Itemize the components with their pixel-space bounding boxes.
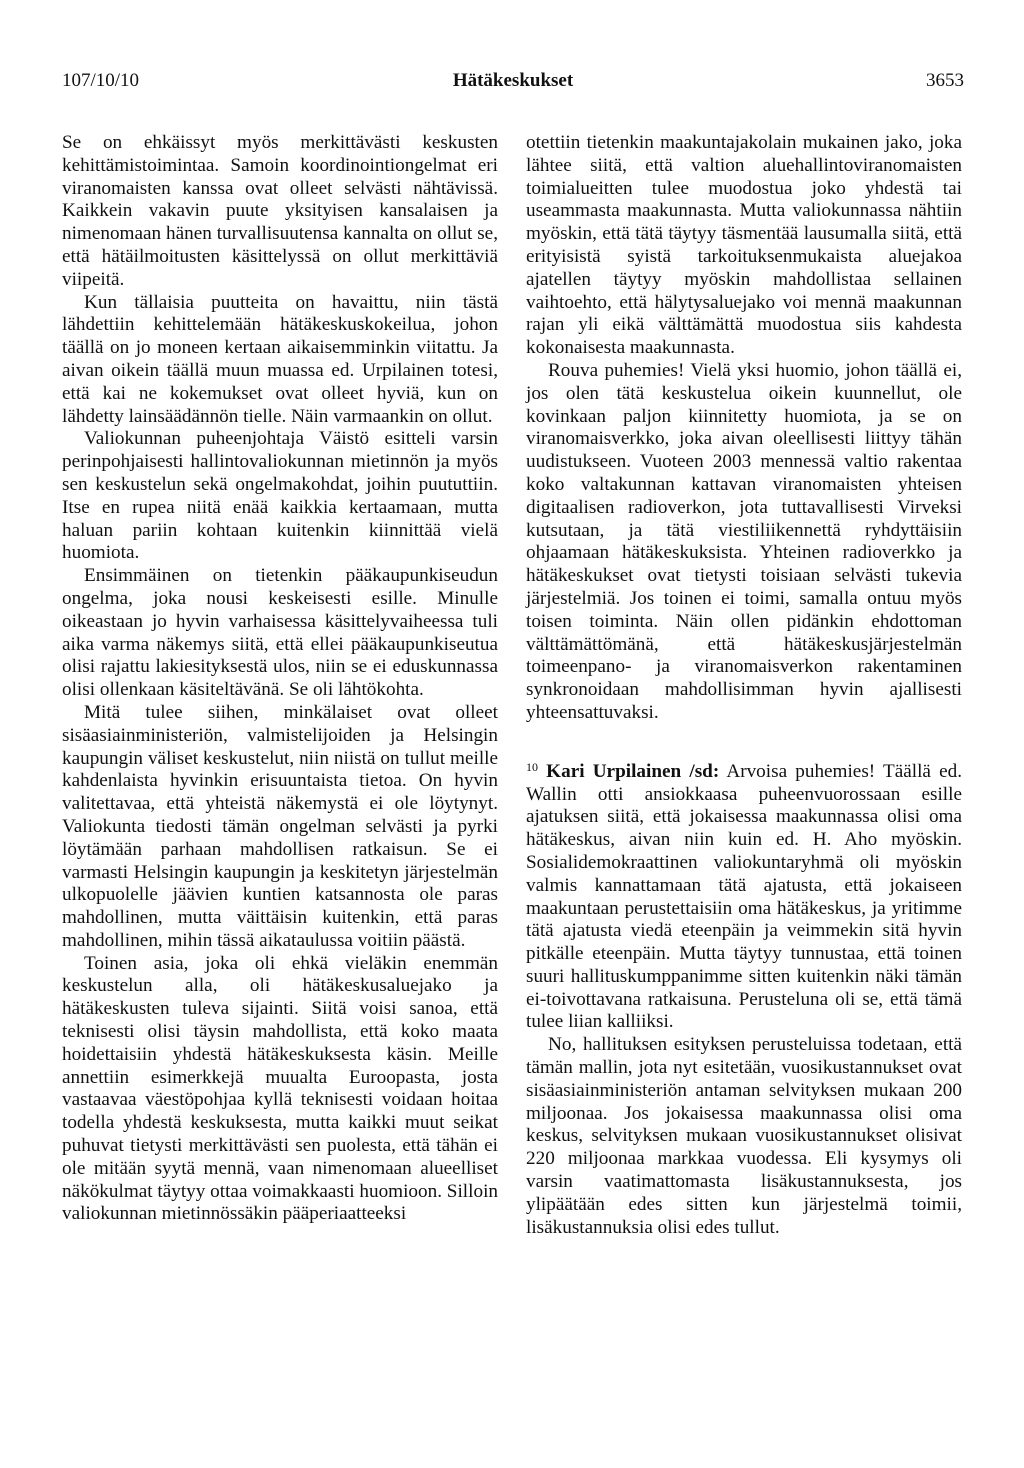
page-number: 3653 (926, 70, 964, 91)
paragraph: Mitä tulee siihen, minkälaiset ovat olleet sisäasiainministeriön, valmistelijoiden ja Helsingin kaupungin väliset keskustelut, niin niistä on tullut meille kahdenlaista hyvinkin erisuuntaista tietoa. On hyvin valitettavaa, että yhteistä näkemystä ei ole löytynyt. Valiokunta tiedosti tämän ongelman selvästi ja pyrki löytämään parhaan mahdollisen ratkaisun. Se ei varmasti Helsingin kaupungin ja keskitetyn järjestelmän ulkopuolelle jäävien kuntien katsannosta ole paras mahdollinen, mutta väittäisin kuitenkin, että paras mahdollinen, mihin tässä aikataulussa voitiin päästä. (62, 701, 498, 951)
speech-text: Arvoisa puhemies! Täällä ed. Wallin otti ansiokkaasa puheenvuorossaan esille ajatuksen siitä, että jokaisessa maakunnassa olisi oma hätäkeskus, aivan niin kuin ed. H. Aho myöskin. Sosialidemokraattinen valiokuntaryhmä oli myöskin valmis kannattamaan tätä ajatusta, että jokaiseen maakuntaan perustettaisiin oma hätäkeskus, ja yritimme tätä ajatusta viedä eteenpäin ja veimmekin sitä hyvin pitkälle eteenpäin. Mutta täytyy tunnustaa, että toinen suuri hallituskumppanimme sitten kuitenkin näki tämän ei-toivottavana ratkaisuna. Perusteluna oli se, että tämä tulee liian kalliiksi. (526, 760, 963, 1033)
running-title: Hätäkeskukset (452, 70, 574, 91)
paragraph: Toinen asia, joka oli ehkä vieläkin enemmän keskustelun alla, oli hätäkeskusaluejako ja hätäkeskusten tuleva sijainti. Siitä voisi sanoa, että teknisesti olisi täysin mahdollista, että koko maata hoidettaisiin yhdestä hätäkeskuksesta käsin. Meille annettiin esimerkkejä muualta Euroopasta, josta vastaavaa väestöpohjaa kyllä teknisesti voidaan hoitaa todella yhdestä keskuksesta, mutta kaikki muut seikat puhuvat tietysti merkittävästi sen puolesta, että tähän ei ole mitään syytä mennä, vaan nimenomaan alueelliset näkökulmat täytyy ottaa voimakkaasti huomioon. Silloin valiokunnan mietinnössäkin pääperiaatteeksi (62, 952, 498, 1225)
paragraph: otettiin tietenkin maakuntajakolain mukainen jako, joka lähtee siitä, että valtion aluehallintoviranomaisten toimialueitten tulee muodostua joko yhdestä tai useammasta maakunnasta. Mutta valiokunnassa nähtiin myöskin, että tätä täytyy täsmentää lausumalla siitä, että erityisistä syistä tarkoituksenmukaista aluejakoa ajatellen täytyy myöskin mahdollistaa sellainen vaihtoehto, että hälytysaluejako voi mennä maakunnan rajan yli eikä välttämättä muodostua siis kahdesta kokonaisesta maakunnasta. (526, 132, 962, 359)
right-column (526, 132, 962, 1239)
speaker-name: Kari Urpilainen /sd: (546, 760, 720, 782)
speech-opening (526, 761, 962, 1035)
speech-marker: 10 (526, 759, 538, 774)
paragraph: Valiokunnan puheenjohtaja Väistö esitteli varsin perinpohjaisesti hallintovaliokunnan mietinnön ja myös sen keskustelun sekä ongelmakohdat, joihin puututtiin. Itse en rupea niitä enää kaikkia kertaamaan, mutta haluan pariin kohtaan kuitenkin kiinnittää vielä huomiota. (62, 428, 498, 564)
document-reference: 107/10/10 (62, 70, 140, 91)
paragraph: No, hallituksen esityksen perusteluissa todetaan, että tämän mallin, jota nyt esitetään, vuosikustannukset ovat sisäasiainministeriön antaman selvityksen mukaan 200 miljoonaa. Jos jokaisessa maakunnassa olisi oma keskus, selvityksen mukaan vuosikustannukset olisivat 220 miljoonaa markkaa vuodessa. Eli kysymys oli varsin vaatimattomasta lisäkustannuksesta, jos ylipäätään edes sitten kun järjestelmä toimii, lisäkustannuksia olisi edes tullut. (526, 1034, 962, 1238)
paragraph: Kun tällaisia puutteita on havaittu, niin tästä lähdettiin kehittelemään hätäkeskuskokeilua, johon täällä on jo moneen kertaan aikaisemminkin viitattu. Ja aivan oikein täällä muun muassa ed. Urpilainen totesi, että kai ne kokemukset ovat olleet hyviä, kun on lähdetty lainsäädännön tielle. Näin varmaankin on ollut. (62, 291, 498, 427)
paragraph: Rouva puhemies! Vielä yksi huomio, johon täällä ei, jos olen tätä keskustelua oikein kuunnellut, ole kovinkaan paljon kiinnitetty huomiota, ja se on viranomaisverkko, joka aivan oleellisesti liittyy tähän uudistukseen. Vuoteen 2003 mennessä valtio rakentaa koko valtakunnan kattavan viranomaisten yhteisen digitaalisen radioverkon, jota tuttavallisesti Virveksi kutsutaan, ja tätä viestiliikennettä ryhdyttäisiin ohjaamaan hätäkeskuksista. Yhteinen radioverkko ja hätäkeskukset ovat tietysti toisiaan selvästi tukevia järjestelmiä. Jos toinen ei toimi, samalla ontuu myös toisen toiminta. Näin ollen pidänkin ehdottoman välttämättömänä, että hätäkeskusjärjestelmän toimeenpano- ja viranomaisverkon rakentaminen synkronoidaan mahdollisimman hyvin ajallisesti yhteensattuvaksi. (526, 359, 962, 723)
paragraph: Se on ehkäissyt myös merkittävästi keskusten kehittämistoimintaa. Samoin koordinointiongelmat eri viranomaisten kanssa ovat olleet selvästi nähtävissä. Kaikkein vakavin puute yksityisen kansalaisen ja nimenomaan hänen turvallisuutensa kannalta on ollut se, että hätäilmoitusten käsittelyssä on ollut merkittäviä viipeitä. (62, 132, 498, 290)
paragraph: Ensimmäinen on tietenkin pääkaupunkiseudun ongelma, joka nousi keskeisesti esille. Minulle oikeastaan jo hyvin varhaisessa käsittelyvaiheessa tuli aika varma näkemys siitä, että ellei pääkaupunkiseutua olisi rajattu lakiesityksestä ulos, niin se ei eduskunnassa olisi ollenkaan käsiteltävänä. Se oli lähtökohta. (62, 565, 498, 701)
page-header (62, 70, 964, 100)
left-column (62, 132, 498, 1226)
